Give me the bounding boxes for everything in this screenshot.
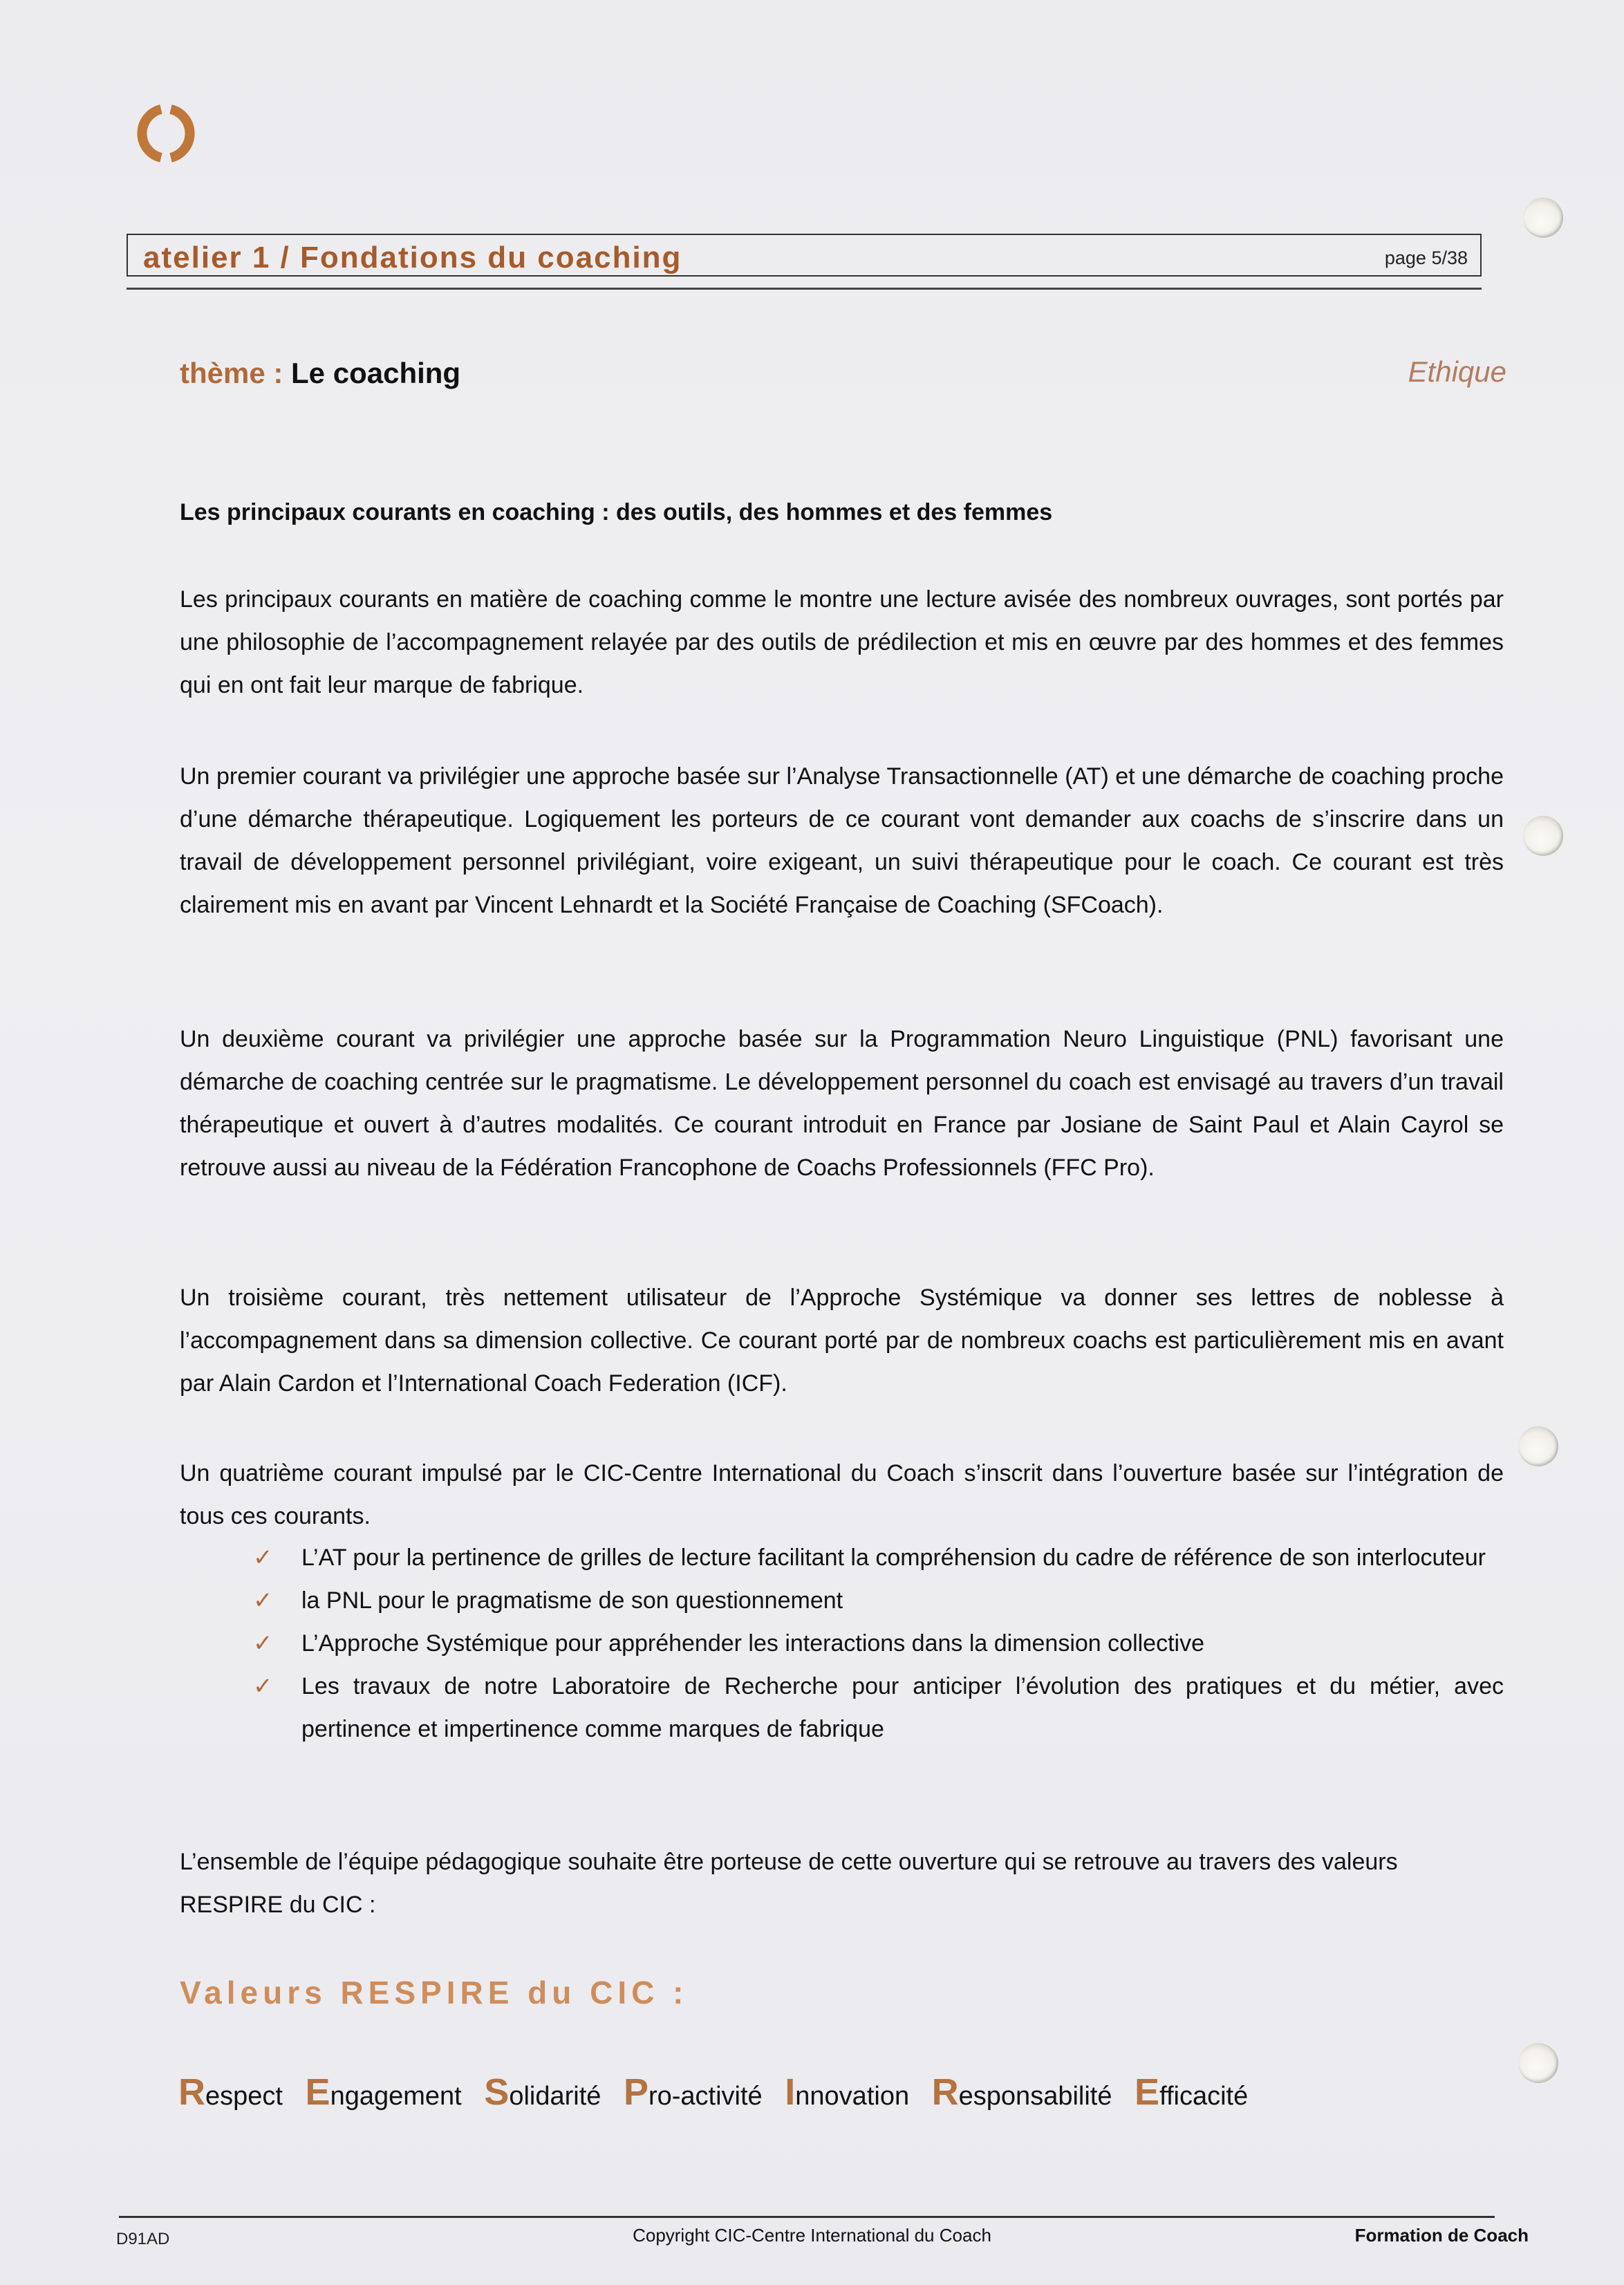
theme-value: Le coaching — [291, 357, 461, 389]
check-icon: ✓ — [253, 1673, 273, 1699]
theme-label: thème : — [180, 357, 283, 389]
value-initial: R — [931, 2071, 959, 2113]
paragraph-intro: Les principaux courants en matière de coaching comme le montre une lecture avisée des nombreux ouvrages, sont portés par une philosophie de l’accompagnement relayée par des outils de prédilection et mis en œuvre par des hommes et des femmes qui en ont fait leur marque de fabrique. — [180, 586, 1504, 698]
value-rest: ngagement — [330, 2082, 462, 2111]
bullet-text: la PNL pour le pragmatisme de son questionnement — [301, 1587, 843, 1614]
paragraph-third-current: Un troisième courant, très nettement utilisateur de l’Approche Systémique va donner ses lettres de noblesse à l’accompagnement dans sa dimension collective. Ce courant porté par de nombreux coachs est particulièrement mis en avant par Alain Cardon et l’International Coach Federation (ICF). — [180, 1285, 1504, 1397]
value-initial: R — [178, 2071, 205, 2113]
hole-punch — [1518, 1426, 1558, 1466]
values-list — [178, 2071, 1263, 2114]
page-header — [127, 234, 1482, 277]
bullet-item — [180, 1536, 1504, 1579]
header-title: atelier 1 / Fondations du coaching — [143, 241, 682, 274]
value-item — [623, 2071, 763, 2113]
value-rest: olidarité — [509, 2082, 601, 2111]
value-rest: fficacité — [1159, 2082, 1249, 2111]
check-icon: ✓ — [253, 1630, 273, 1657]
section-title: Les principaux courants en coaching : des outils, des hommes et des femmes — [180, 499, 1053, 525]
paragraph-first-current: Un premier courant va privilégier une approche basée sur l’Analyse Transactionnelle (AT) et une démarche de coaching proche d’une démarche thérapeutique. Logiquement les porteurs de ce courant vont demander aux coachs de s’inscrire dans un travail de développement personnel privilégiant, voire exigeant, un suivi thérapeutique pour le coach. Ce courant est très clairement mis en avant par Vincent Lehnardt et la Société Française de Coaching (SFCoach). — [180, 763, 1504, 918]
value-initial: E — [305, 2071, 330, 2113]
paragraph-second-current: Un deuxième courant va privilégier une approche basée sur la Programmation Neuro Linguistique (PNL) favorisant une démarche de coaching centrée sur le pragmatisme. Le développement personnel du coach est envisagé au travers d’un travail thérapeutique et ouvert à d’autres modalités. Ce courant introduit en France par Josiane de Saint Paul et Alain Cayrol se retrouve aussi au niveau de la Fédération Francophone de Coachs Professionnels (FFC Pro). — [180, 1026, 1504, 1181]
value-rest: espect — [205, 2082, 283, 2111]
check-icon: ✓ — [253, 1587, 273, 1614]
value-initial: S — [484, 2071, 510, 2113]
bullet-text: L’Approche Systémique pour appréhender les interactions dans la dimension collective — [301, 1630, 1204, 1657]
hole-punch — [1523, 816, 1563, 856]
paragraph-fourth-current: Un quatrième courant impulsé par le CIC-Centre International du Coach s’inscrit dans l’ouverture basée sur l’intégration de tous ces courants. — [180, 1460, 1504, 1529]
value-item — [484, 2071, 601, 2113]
paragraph-closing: L’ensemble de l’équipe pédagogique souhaite être porteuse de cette ouverture qui se retrouve au travers des valeurs RESPIRE du CIC : — [180, 1849, 1398, 1918]
value-initial: P — [623, 2071, 648, 2113]
bullet-item — [180, 1665, 1504, 1751]
bullet-list — [180, 1536, 1504, 1751]
page-number: page 5/38 — [1384, 248, 1468, 268]
value-rest: esponsabilité — [958, 2082, 1112, 2111]
header-divider — [127, 288, 1482, 290]
footer-divider — [119, 2216, 1495, 2218]
hole-punch — [1523, 198, 1563, 238]
value-rest: ro-activité — [648, 2082, 763, 2111]
value-item — [785, 2071, 910, 2113]
bullet-text: L’AT pour la pertinence de grilles de lecture facilitant la compréhension du cadre de référence de son interlocuteur — [301, 1545, 1486, 1571]
check-icon: ✓ — [253, 1545, 273, 1571]
category-label: Ethique — [1408, 355, 1506, 388]
value-item — [178, 2071, 283, 2113]
value-initial: E — [1135, 2071, 1160, 2113]
value-item — [305, 2071, 462, 2113]
value-initial: I — [785, 2071, 796, 2113]
value-rest: nnovation — [795, 2082, 910, 2111]
bullet-item — [180, 1622, 1504, 1665]
hole-punch — [1518, 2043, 1558, 2083]
value-item — [931, 2071, 1112, 2113]
open-circle-logo-icon — [135, 102, 197, 165]
theme-line — [180, 357, 460, 390]
bullet-item — [180, 1579, 1504, 1622]
footer-copyright: Copyright CIC-Centre International du Coach — [633, 2225, 991, 2246]
values-title: Valeurs RESPIRE du CIC : — [180, 1975, 689, 2011]
bullet-text: Les travaux de notre Laboratoire de Recherche pour anticiper l’évolution des pratiques et du métier, avec pertinence et impertinence comme marques de fabrique — [301, 1673, 1504, 1742]
document-code: D91AD — [116, 2230, 170, 2248]
footer-program: Formation de Coach — [1354, 2225, 1529, 2246]
value-item — [1135, 2071, 1249, 2113]
